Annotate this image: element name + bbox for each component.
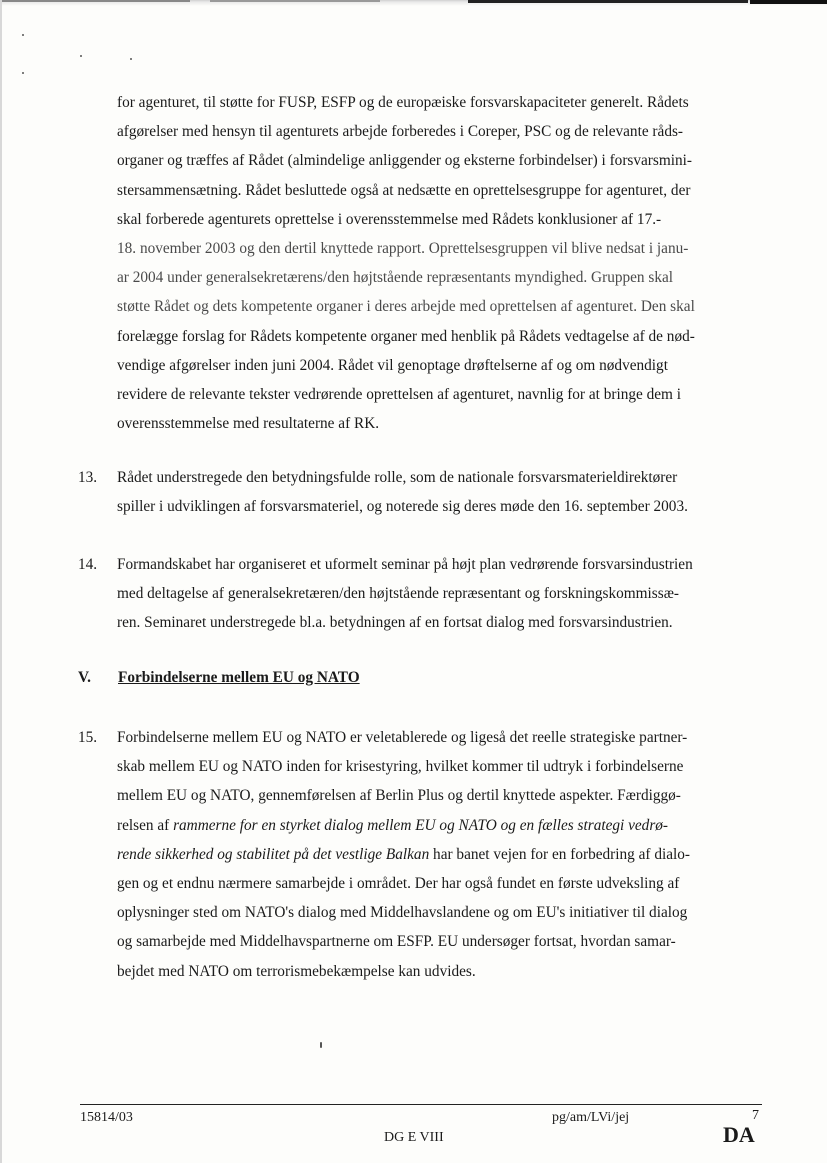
paragraph-15: [117, 723, 757, 986]
text-span: har banet vejen for en forbedring af dialo-: [429, 845, 691, 863]
footer-page-number: 7: [752, 1108, 759, 1123]
footer-directorate: DG E VIII: [384, 1130, 444, 1145]
scan-artifact: [0, 0, 190, 2]
footer-divider: [80, 1104, 762, 1105]
section-heading: [78, 667, 360, 689]
section-title: Forbindelserne mellem EU og NATO: [118, 669, 360, 686]
text-line: skal forberede agenturets oprettelse i overensstemmelse med Rådets konklusioner af 17.-: [117, 210, 662, 228]
paragraph-13: [117, 463, 757, 521]
text-line: ren. Seminaret understregede bl.a. betydningen af en fortsat dialog med forsvarsindustrien.: [117, 614, 673, 632]
text-line: revidere de relevante tekster vedrørende oprettelsen af agenturet, navnlig for at bringe dem i: [117, 386, 682, 404]
scan-left-edge: [0, 0, 2, 1163]
section-number: V.: [78, 669, 91, 686]
text-line: for agenturet, til støtte for FUSP, ESFP og de europæiske forsvarskapaciteter generelt. Rådets: [117, 94, 689, 111]
scan-artifact: [210, 0, 380, 2]
text-line: Formandskabet har organiseret et uformelt seminar på højt plan vedrørende forsvarsindustrien: [117, 556, 693, 573]
scan-speck: [22, 72, 24, 74]
text-line: skab mellem EU og NATO inden for krisestyring, hvilket kommer til udtryk i forbindelserne: [117, 758, 684, 776]
scan-speck: [22, 34, 24, 36]
scan-speck: [130, 58, 132, 60]
text-line: afgørelser med hensyn til agenturets arbejde forberedes i Coreper, PSC og de relevante råds-: [117, 123, 684, 141]
scan-artifact: [468, 0, 748, 3]
italic-title: rende sikkerhed og stabilitet på det vestlige Balkan: [117, 845, 430, 863]
scan-speck: [80, 55, 82, 57]
paragraph-number: 15.: [78, 729, 98, 746]
text-line: mellem EU og NATO, gennemførelsen af Berlin Plus og dertil knyttede aspekter. Færdiggø-: [117, 787, 681, 805]
paragraph-number: 13.: [78, 469, 98, 486]
footer-initials: pg/am/LVi/jej: [552, 1110, 630, 1125]
text-line: overensstemmelse med resultaterne af RK.: [117, 415, 380, 433]
footer-language-code: DA: [723, 1122, 755, 1147]
text-line: vendige afgørelser inden juni 2004. Rådet vil genoptage drøftelserne af og om nødvendigt: [117, 356, 668, 374]
text-line: ar 2004 under generalsekretærens/den højtstående repræsentants myndighed. Gruppen skal: [117, 269, 674, 287]
text-line: Forbindelserne mellem EU og NATO er veletablerede og ligeså det reelle strategiske partner-: [117, 729, 688, 746]
paragraph-14: [117, 550, 757, 638]
text-line: stersammensætning. Rådet besluttede også at nedsætte en oprettelsesgruppe for agenturet, der: [117, 181, 691, 199]
scan-speck: [320, 1042, 322, 1048]
text-line: oplysninger sted om NATO's dialog med Middelhavslandene og om EU's initiativer til dialog: [117, 904, 688, 922]
text-line: med deltagelse af generalsekretæren/den højtstående repræsentant og forskningskommissæ-: [117, 585, 680, 603]
text-line: [117, 811, 757, 840]
text-line: og samarbejde med Middelhavspartnerne om ESFP. EU undersøger fortsat, hvordan samar-: [117, 933, 676, 951]
text-line: støtte Rådet og dets kompetente organer i deres arbejde med oprettelsen af agenturet. Den skal: [117, 298, 695, 316]
text-line: spiller i udviklingen af forsvarsmateriel, og noterede sig deres møde den 16. september 2003.: [117, 498, 688, 516]
text-line: organer og træffes af Rådet (almindelige anliggender og eksterne forbindelser) i forsvarsmini-: [117, 152, 692, 170]
text-line: Rådet understregede den betydningsfulde rolle, som de nationale forsvarsmaterieldirektører: [117, 469, 678, 486]
italic-title: rammerne for en styrket dialog mellem EU og NATO og en fælles strategi vedrø-: [173, 816, 669, 834]
footer-doc-number: 15814/03: [80, 1110, 133, 1125]
paragraph-number: 14.: [78, 556, 98, 573]
text-line: forelægge forslag for Rådets kompetente organer med henblik på Rådets vedtagelse af de nød-: [117, 327, 695, 345]
intro-paragraph: [117, 88, 757, 438]
text-line: 18. november 2003 og den dertil knyttede rapport. Oprettelsesgruppen vil blive nedsat i janu-: [117, 240, 689, 258]
text-line: [117, 840, 757, 869]
scan-artifact: [750, 0, 827, 4]
text-span: relsen af: [117, 816, 174, 834]
text-line: gen og et endnu nærmere samarbejde i området. Der har også fundet en første udveksling af: [117, 875, 680, 893]
text-line: bejdet med NATO om terrorismebekæmpelse kan udvides.: [117, 962, 476, 980]
